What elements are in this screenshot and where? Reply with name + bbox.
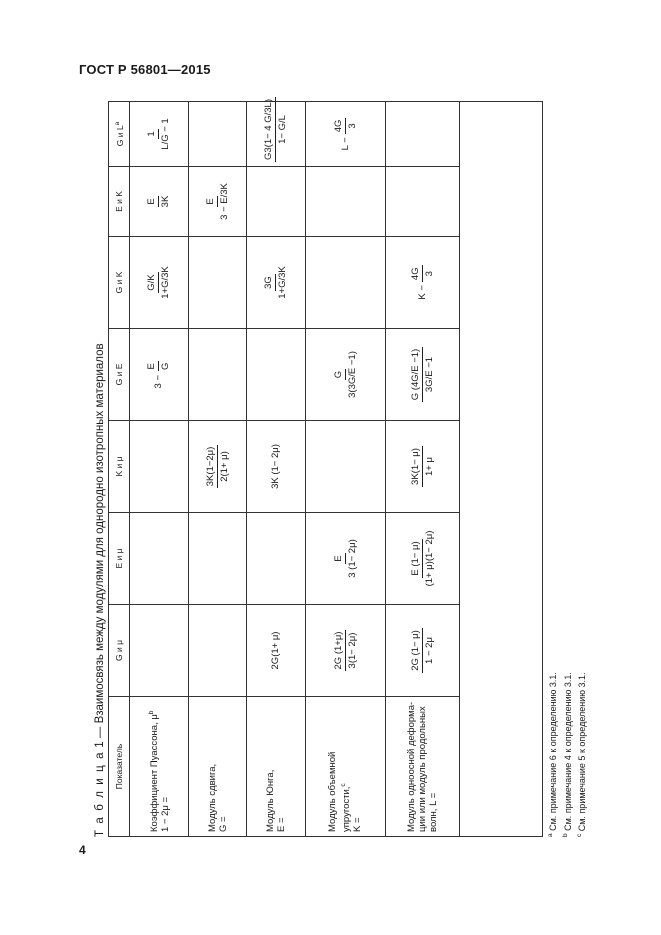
- fraction-denominator: 1+G/3K: [277, 266, 289, 299]
- formula-cell: [188, 329, 246, 421]
- fraction: [333, 118, 358, 135]
- fraction-numerator: 3K(1− μ): [409, 448, 421, 485]
- formula-cell: [385, 167, 459, 237]
- formula-prefix: L −: [339, 137, 351, 151]
- formula-cell: [188, 513, 246, 605]
- fraction-numerator: E (1− μ): [409, 541, 421, 576]
- column-header-label: K и μ: [114, 456, 124, 477]
- fraction: [410, 529, 435, 589]
- table-note: [545, 672, 560, 837]
- notes-row: [460, 102, 543, 837]
- fraction-numerator: 3K(1−2μ): [205, 446, 216, 487]
- formula-cell: [305, 513, 385, 605]
- formula-expression: [410, 265, 435, 299]
- row-label: [305, 697, 385, 837]
- row-label-line: Модуль Юнга,: [264, 769, 276, 832]
- fraction-denominator: 3K: [160, 195, 172, 208]
- formula-cell: [130, 421, 189, 513]
- fraction: [146, 264, 171, 300]
- formula-cell: [247, 421, 305, 513]
- table-row: [305, 102, 385, 837]
- fraction-numerator: G: [332, 370, 344, 379]
- row-label-line: G =: [217, 816, 229, 832]
- fraction: [333, 349, 358, 400]
- fraction-denominator: 2(1+ μ): [219, 451, 230, 482]
- formula-cell: [188, 167, 246, 237]
- fraction: [146, 361, 171, 372]
- formula-cell: [385, 102, 459, 167]
- formula-cell: [305, 329, 385, 421]
- formula-text: 2G(1+ μ): [270, 631, 282, 670]
- formula-prefix: 3 −: [153, 374, 165, 389]
- fraction: [333, 630, 358, 672]
- fraction-denominator: 3(3G/E −1): [346, 351, 358, 398]
- table-row: [188, 102, 246, 837]
- row-label-line: E =: [275, 817, 287, 832]
- formula-cell: [385, 513, 459, 605]
- fraction-numerator: 3G: [263, 276, 275, 289]
- formula-cell: [305, 167, 385, 237]
- formula-cell: [305, 102, 385, 167]
- fraction-denominator: 1− G/L: [277, 115, 289, 144]
- table-header-row: [109, 102, 130, 837]
- document-title: ГОСТ Р 56801—2015: [79, 62, 211, 77]
- row-label-line: K =: [352, 817, 364, 832]
- footnote-marker: c: [576, 833, 583, 837]
- row-label: [188, 697, 246, 837]
- footnote-marker: a: [547, 833, 554, 837]
- fraction-numerator: 2G (1− μ): [409, 630, 421, 671]
- fraction: [410, 265, 435, 282]
- column-header-label: G и μ: [114, 640, 124, 661]
- column-header: [109, 237, 130, 329]
- table-note-text: См. примечание 5 к определению 3.1.: [577, 672, 587, 834]
- fraction-numerator: G/K: [146, 274, 158, 291]
- column-header-label: E и μ: [114, 548, 124, 569]
- notes-cell: [460, 102, 543, 837]
- formula-cell: [305, 421, 385, 513]
- fraction-numerator: E: [205, 198, 216, 205]
- table-note-text: См. примечание 6 к определению 3.1.: [548, 672, 558, 834]
- formula-cell: [385, 421, 459, 513]
- fraction: [410, 628, 435, 673]
- fraction-denominator: 3 (1− 2μ): [346, 539, 358, 578]
- formula-cell: [130, 237, 189, 329]
- formula-cell: [247, 99, 305, 167]
- formula-expression: [146, 361, 171, 389]
- column-header: [109, 697, 130, 837]
- formula-cell: [385, 605, 459, 697]
- formula-cell: [188, 421, 246, 513]
- fraction-denominator: 1 − 2μ: [423, 637, 435, 664]
- table-notes: [545, 672, 589, 837]
- fraction: [146, 116, 171, 151]
- fraction-denominator: 3G/E −1: [423, 356, 435, 393]
- column-header-label: G и L: [114, 125, 125, 147]
- page-number: 4: [79, 843, 86, 857]
- row-label-line: Коэффициент Пуассона, μ: [149, 714, 161, 832]
- row-label-line: волн, L =: [427, 792, 439, 832]
- fraction-numerator: E: [146, 198, 158, 205]
- table-row: [385, 102, 459, 837]
- caption-prefix: Т а б л и ц а: [94, 750, 106, 837]
- column-header: [109, 605, 130, 697]
- fraction: [205, 181, 230, 222]
- formula-cell: [130, 329, 189, 421]
- fraction-denominator: 3 − E/3K: [219, 183, 230, 220]
- fraction-denominator: G: [160, 362, 172, 370]
- row-label-line: ции или модуль продольных: [416, 706, 428, 832]
- table-caption: [93, 102, 107, 837]
- row-label-line: 1 − 2μ =: [160, 796, 172, 832]
- fraction-numerator: 4G: [409, 267, 421, 281]
- formula-cell: [385, 237, 459, 329]
- fraction-denominator: 1+ μ: [423, 457, 435, 476]
- fraction-numerator: 1: [146, 131, 158, 137]
- formula-cell: [130, 167, 189, 237]
- formula-cell: [188, 102, 246, 167]
- row-label: [130, 697, 189, 837]
- column-header: [109, 513, 130, 605]
- column-header-label: E и K: [114, 191, 124, 212]
- fraction-numerator: E: [146, 363, 158, 370]
- fraction-denominator: (1+ μ)(1− 2μ): [423, 530, 435, 587]
- footnote-marker: c: [340, 783, 348, 787]
- fraction-denominator: 3: [346, 123, 358, 129]
- table-note: [560, 672, 575, 837]
- formula-cell: [305, 605, 385, 697]
- formula-cell: [247, 513, 305, 605]
- formula-expression: [333, 118, 358, 151]
- formula-cell: [188, 605, 246, 697]
- formula-prefix: K −: [416, 285, 428, 300]
- fraction: [263, 264, 288, 300]
- column-header-label: Показатель: [114, 743, 124, 790]
- fraction-numerator: G3(1− 4 G/3L): [263, 99, 275, 160]
- column-header-label: G и E: [114, 363, 124, 386]
- column-header-label: G и K: [114, 271, 124, 294]
- fraction: [263, 97, 288, 162]
- fraction: [410, 446, 435, 487]
- fraction: [410, 347, 435, 402]
- formula-cell: [247, 605, 305, 697]
- formula-cell: [247, 329, 305, 421]
- footnote-marker: a: [113, 121, 121, 126]
- formula-cell: [130, 102, 189, 167]
- row-label-line: Модуль сдвига,: [206, 763, 218, 832]
- fraction: [205, 445, 230, 489]
- table-note-text: См. примечание 4 к определению 3.1.: [562, 672, 573, 834]
- formula-cell: [130, 605, 189, 697]
- modulus-relations-table: [108, 101, 543, 837]
- row-label-line: Модуль одноосной деформа-: [405, 701, 417, 832]
- formula-text: 3K (1− 2μ): [270, 444, 282, 489]
- table-note: [574, 672, 589, 837]
- footnote-marker: b: [148, 710, 156, 715]
- formula-cell: [188, 237, 246, 329]
- fraction-denominator: L/G − 1: [160, 118, 172, 150]
- footnote-marker: b: [561, 833, 569, 837]
- fraction-denominator: 1+G/3K: [160, 266, 172, 299]
- table-row: [130, 102, 189, 837]
- fraction: [146, 194, 171, 210]
- table-row: [247, 102, 305, 837]
- row-label: [247, 697, 305, 837]
- column-header: [109, 102, 130, 167]
- formula-cell: [385, 329, 459, 421]
- fraction-denominator: 3(1− 2μ): [346, 632, 358, 669]
- fraction-numerator: 2G (1+μ): [332, 631, 344, 670]
- fraction-denominator: 3: [423, 271, 435, 277]
- row-label-line: Модуль объемной упругости,: [327, 751, 353, 832]
- row-label: [385, 697, 459, 837]
- formula-cell: [130, 513, 189, 605]
- fraction-numerator: 4G: [332, 119, 344, 133]
- fraction: [333, 537, 358, 579]
- formula-cell: [305, 237, 385, 329]
- rotated-table-area: [93, 99, 587, 837]
- table-body: [130, 99, 543, 837]
- fraction-numerator: G (4G/E −1): [409, 348, 421, 401]
- column-header: [109, 421, 130, 513]
- formula-cell: [247, 167, 305, 237]
- column-header: [109, 167, 130, 237]
- column-header: [109, 329, 130, 421]
- formula-cell: [247, 237, 305, 329]
- caption-text: 1 — Взаимосвязь между модулями для однородно изотропных материалов: [94, 343, 106, 751]
- fraction-numerator: E: [332, 555, 344, 562]
